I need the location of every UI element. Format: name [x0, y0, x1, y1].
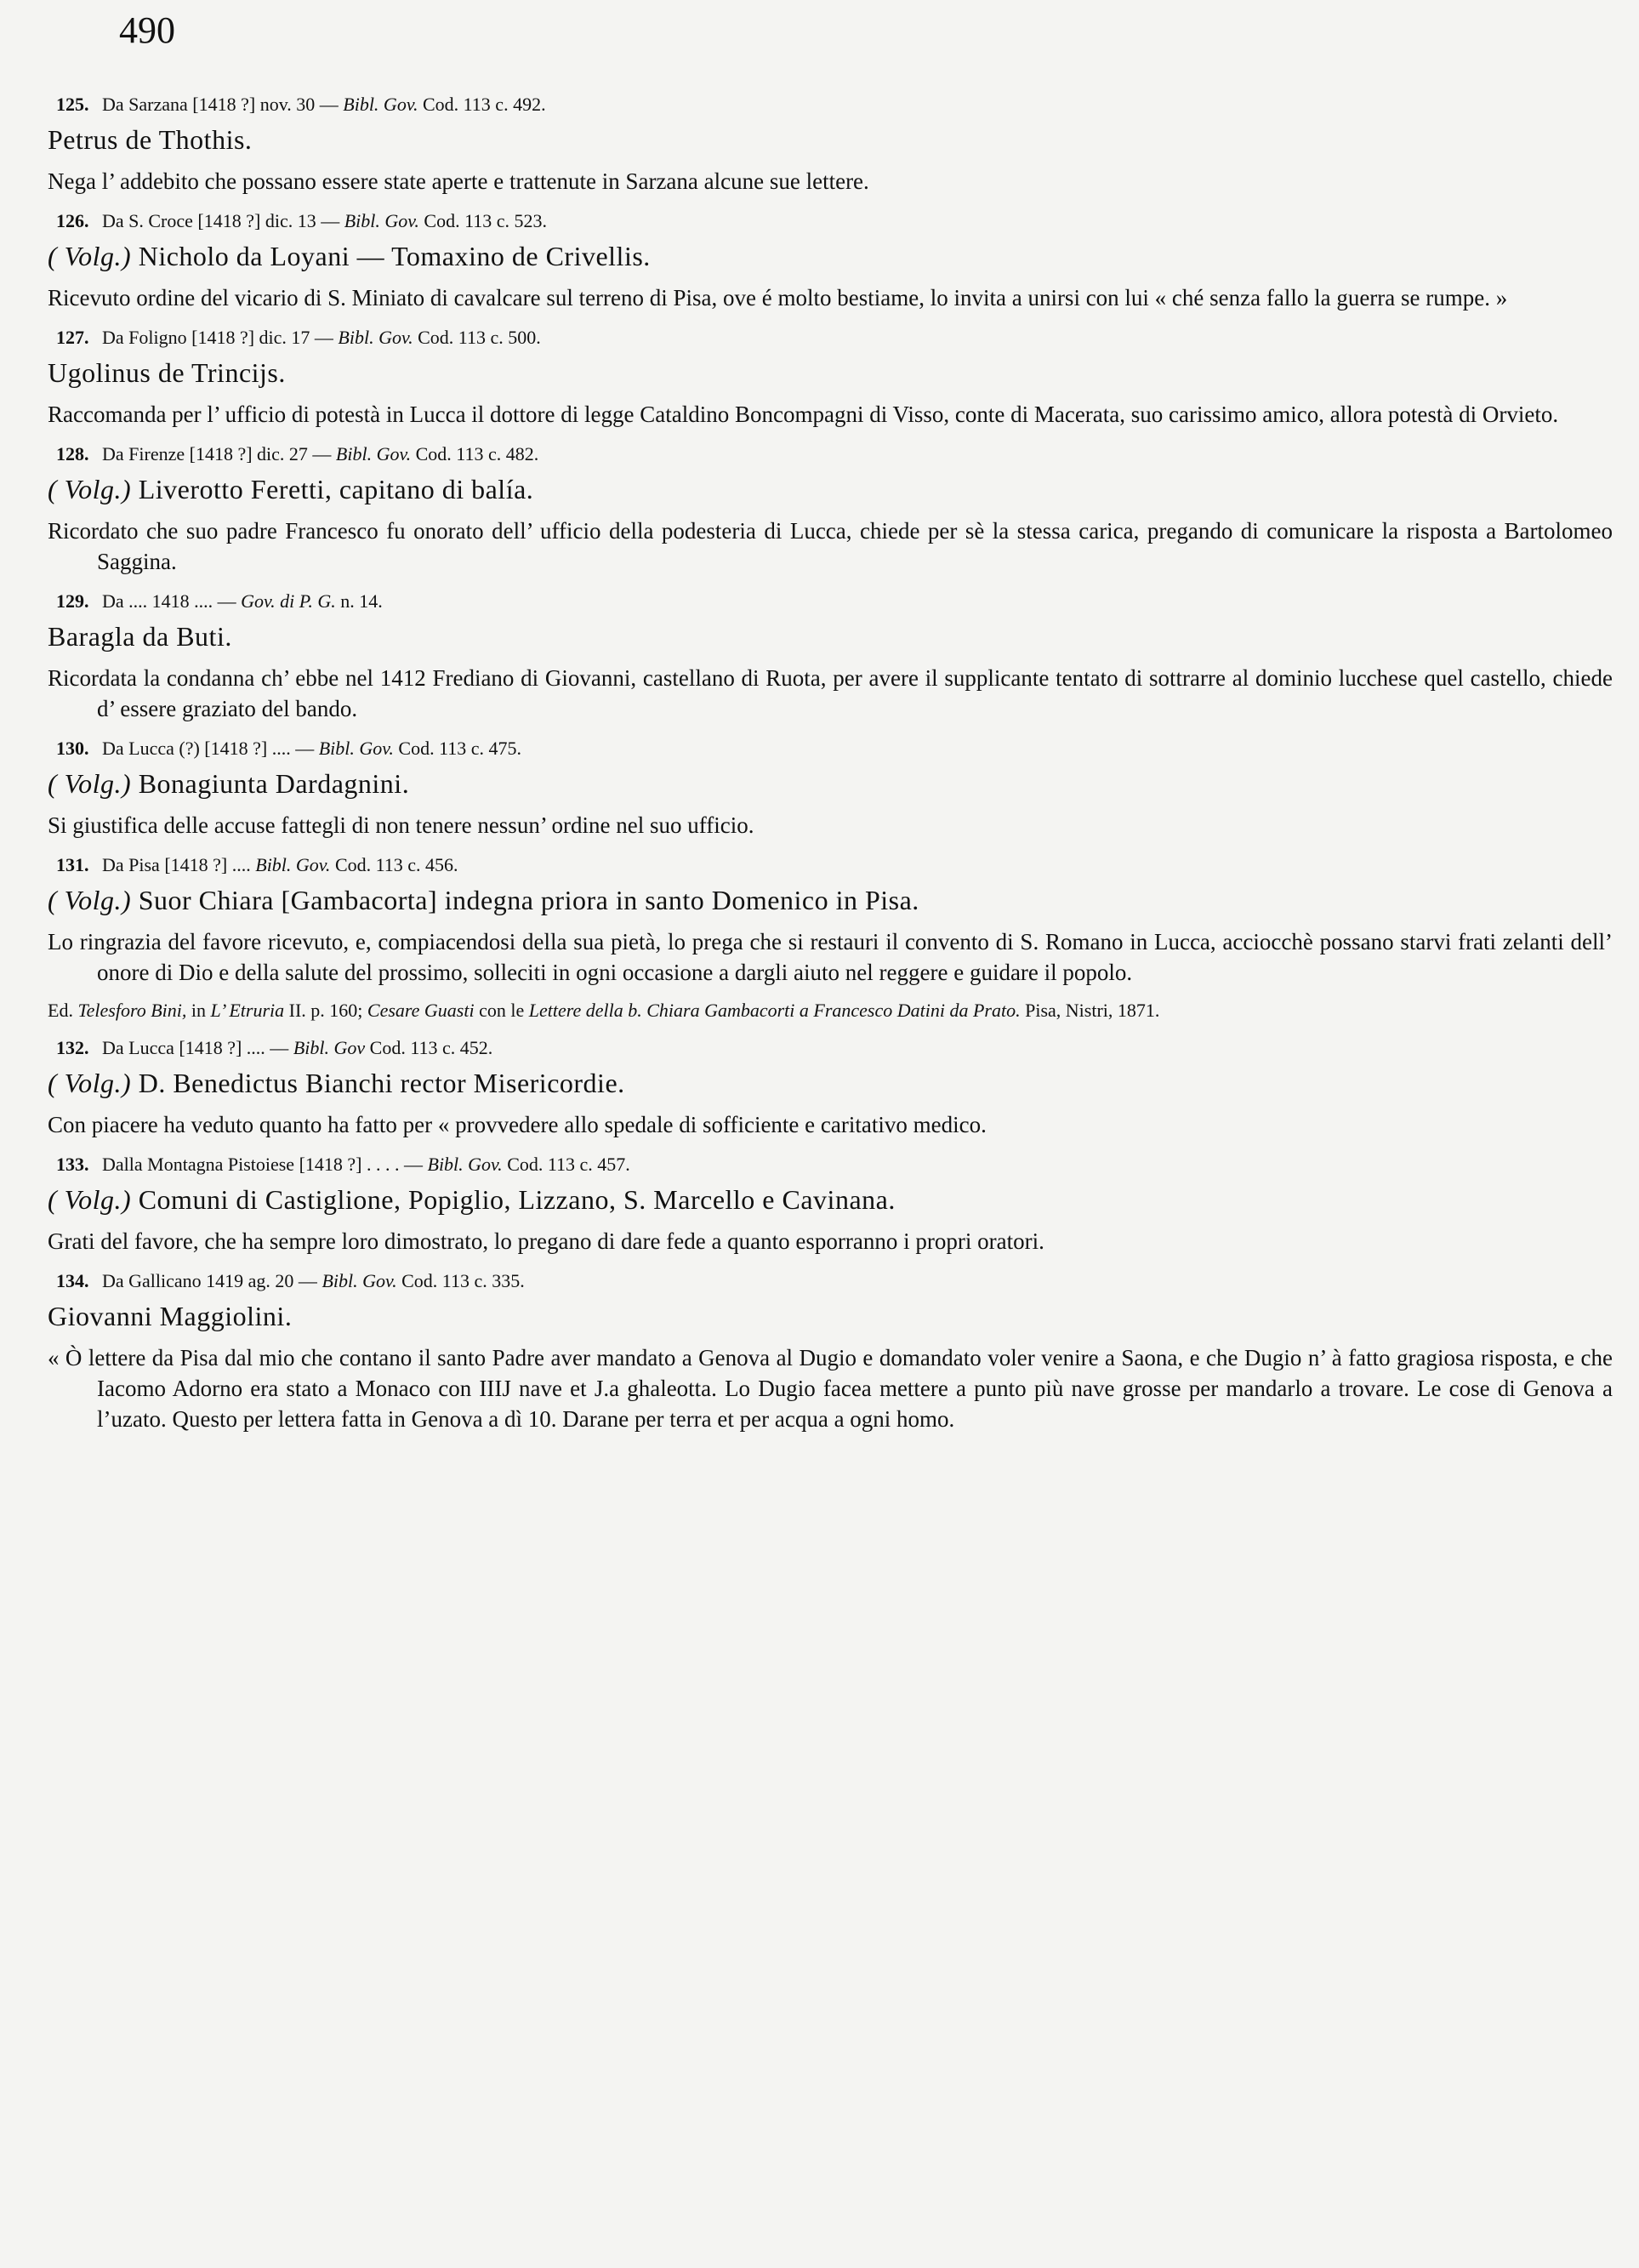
- entry-heading: [56, 1270, 1613, 1292]
- volg-mark: ( Volg.): [48, 1184, 132, 1215]
- entry-source: Bibl. Gov.: [338, 327, 413, 348]
- volg-mark: ( Volg.): [48, 1068, 132, 1098]
- entry-body: Si giustifica delle accuse fattegli di non tenere nessun’ ordine nel suo ufficio.: [48, 812, 754, 838]
- entry-heading: [56, 327, 1613, 349]
- volg-mark: ( Volg.): [48, 768, 132, 799]
- entry-body: Ricordato che suo padre Francesco fu onorato dell’ ufficio della podesteria di Lucca, chiede per sè la stessa carica, pregando di comunicare la risposta a Bartolomeo Saggina.: [48, 518, 1613, 574]
- note-prefix: Ed.: [48, 1000, 73, 1021]
- entry-125: [48, 94, 1613, 197]
- entry-number: 128.: [56, 443, 89, 464]
- entry-reference: Cod. 113 c. 457.: [507, 1154, 630, 1175]
- entry-heading: [56, 854, 1613, 876]
- entry-title: [48, 474, 1613, 505]
- entry-origin: Dalla Montagna Pistoiese [1418 ?] . . . . —: [102, 1154, 423, 1175]
- entry-sender: Nicholo da Loyani — Tomaxino de Crivellis.: [138, 241, 651, 271]
- note-con: con le: [479, 1000, 525, 1021]
- entry-origin: Da Lucca [1418 ?] .... —: [102, 1037, 289, 1058]
- entry-number: 134.: [56, 1270, 89, 1291]
- entry-heading: [56, 1154, 1613, 1176]
- entries-list: [48, 82, 1613, 1448]
- entry-133: [48, 1154, 1613, 1257]
- entry-title: [48, 1184, 1613, 1216]
- entry-title: [48, 885, 1613, 916]
- entry-origin: Da Pisa [1418 ?] ....: [102, 854, 251, 875]
- entry-129: [48, 590, 1613, 724]
- entry-heading: [56, 590, 1613, 613]
- entry-source: Gov. di P. G.: [241, 590, 336, 612]
- entry-heading: [56, 210, 1613, 232]
- note-author-2: Cesare Guasti: [367, 1000, 475, 1021]
- entry-sender: Comuni di Castiglione, Popiglio, Lizzano, S. Marcello e Cavinana.: [138, 1184, 896, 1215]
- note-loc-1: II. p. 160;: [288, 1000, 363, 1021]
- entry-body: Nega l’ addebito che possano essere state aperte e trattenute in Sarzana alcune sue lettere.: [48, 168, 869, 194]
- entry-sender: Ugolinus de Trincijs.: [48, 357, 286, 388]
- entry-reference: Cod. 113 c. 452.: [369, 1037, 493, 1058]
- entry-body: Ricevuto ordine del vicario di S. Miniato di cavalcare sul terreno di Pisa, ove é molto bestiame, lo invita a unirsi con lui « ché senza fallo la guerra se rumpe. »: [48, 285, 1508, 311]
- entry-title: [48, 241, 1613, 272]
- note-publisher: Pisa, Nistri, 1871.: [1025, 1000, 1160, 1021]
- entry-heading: [56, 1037, 1613, 1059]
- entry-title: [48, 1301, 1613, 1332]
- entry-body: « Ò lettere da Pisa dal mio che contano il santo Padre aver mandato a Genova al Dugio e domandato voler venire a Saona, e che Dugio n’ à fatto gragiosa risposta, e che Iacomo Adorno era stato a Monaco con IIIJ nave et J.a ghaleotta. Lo Dugio facea mettere a punto più nave grosse per mandarlo a trovare. Le cose di Genova a l’uzato. Questo per lettera fatta in Genova a dì 10. Darane per terra et per acqua a ogni homo.: [48, 1345, 1613, 1432]
- entry-sender: Liverotto Feretti, capitano di balía.: [138, 474, 534, 504]
- entry-reference: Cod. 113 c. 492.: [422, 94, 546, 115]
- entry-source: Bibl. Gov.: [344, 210, 419, 231]
- entry-title: [48, 768, 1613, 800]
- entry-reference: Cod. 113 c. 523.: [424, 210, 548, 231]
- entry-origin: Da S. Croce [1418 ?] dic. 13 —: [102, 210, 340, 231]
- entry-131: [48, 854, 1613, 1023]
- entry-sender: Suor Chiara [Gambacorta] indegna priora in santo Domenico in Pisa.: [138, 885, 919, 915]
- entry-reference: Cod. 113 c. 482.: [415, 443, 539, 464]
- volg-mark: ( Volg.): [48, 241, 132, 271]
- entry-origin: Da Firenze [1418 ?] dic. 27 —: [102, 443, 332, 464]
- entry-title: [48, 621, 1613, 652]
- entry-title: [48, 124, 1613, 156]
- entry-origin: Da Gallicano 1419 ag. 20 —: [102, 1270, 317, 1291]
- entry-reference: n. 14.: [340, 590, 383, 612]
- entry-126: [48, 210, 1613, 313]
- entry-sender: Giovanni Maggiolini.: [48, 1301, 293, 1331]
- entry-reference: Cod. 113 c. 500.: [418, 327, 541, 348]
- entry-body: Ricordata la condanna ch’ ebbe nel 1412 Frediano di Giovanni, castellano di Ruota, per avere il supplicante tentato di sottrarre al dominio lucchese quel castello, chiede d’ essere graziato del bando.: [48, 665, 1613, 721]
- note-work-2: Lettere della b. Chiara Gambacorti a Francesco Datini da Prato.: [528, 1000, 1021, 1021]
- entry-origin: Da Lucca (?) [1418 ?] .... —: [102, 738, 315, 759]
- entry-heading: [56, 94, 1613, 116]
- entry-title: [48, 357, 1613, 389]
- note-in: in: [191, 1000, 207, 1021]
- entry-body: Lo ringrazia del favore ricevuto, e, compiacendosi della sua pietà, lo prega che si restauri il convento di S. Romano in Lucca, acciocchè possano starvi frati zelanti dell’ onore di Dio e della salute del prossimo, solleciti in ogni occasione a dargli aiuto nel reggere e guidare il popolo.: [48, 929, 1613, 985]
- entry-number: 132.: [56, 1037, 89, 1058]
- edition-note: [48, 998, 1613, 1023]
- entry-source: Bibl. Gov.: [322, 1270, 397, 1291]
- entry-body: Raccomanda per l’ ufficio di potestà in Lucca il dottore di legge Cataldino Boncompagni di Visso, conte di Macerata, suo carissimo amico, allora potestà di Orvieto.: [48, 402, 1559, 427]
- entry-reference: Cod. 113 c. 456.: [334, 854, 458, 875]
- note-work-1: L’ Etruria: [210, 1000, 285, 1021]
- entry-128: [48, 443, 1613, 577]
- entry-number: 127.: [56, 327, 89, 348]
- entry-source: Bibl. Gov.: [335, 443, 412, 464]
- entry-heading: [56, 443, 1613, 465]
- entry-number: 125.: [56, 94, 89, 115]
- entry-134: [48, 1270, 1613, 1434]
- entry-number: 126.: [56, 210, 89, 231]
- entry-source: Bibl. Gov.: [318, 738, 394, 759]
- entry-number: 130.: [56, 738, 89, 759]
- entry-source: Bibl. Gov.: [427, 1154, 503, 1175]
- entry-source: Bibl. Gov: [293, 1037, 366, 1058]
- entry-title: [48, 1068, 1613, 1099]
- entry-sender: Bonagiunta Dardagnini.: [138, 768, 410, 799]
- entry-origin: Da Foligno [1418 ?] dic. 17 —: [102, 327, 333, 348]
- entry-reference: Cod. 113 c. 475.: [398, 738, 522, 759]
- entry-source: Bibl. Gov.: [255, 854, 331, 875]
- entry-sender: Petrus de Thothis.: [48, 124, 253, 155]
- entry-origin: Da Sarzana [1418 ?] nov. 30 —: [102, 94, 339, 115]
- volg-mark: ( Volg.): [48, 474, 132, 504]
- entry-number: 131.: [56, 854, 89, 875]
- entry-sender: D. Benedictus Bianchi rector Misericordie.: [138, 1068, 625, 1098]
- entry-reference: Cod. 113 c. 335.: [401, 1270, 525, 1291]
- entry-origin: Da .... 1418 .... —: [102, 590, 236, 612]
- entry-body: Con piacere ha veduto quanto ha fatto per « provvedere allo spedale di sofficiente e caritativo medico.: [48, 1112, 987, 1137]
- entry-source: Bibl. Gov.: [343, 94, 418, 115]
- entry-heading: [56, 738, 1613, 760]
- entry-132: [48, 1037, 1613, 1140]
- entry-number: 133.: [56, 1154, 89, 1175]
- entry-number: 129.: [56, 590, 89, 612]
- page-number: 490: [119, 9, 175, 51]
- entry-130: [48, 738, 1613, 841]
- entry-sender: Baragla da Buti.: [48, 621, 232, 652]
- volg-mark: ( Volg.): [48, 885, 132, 915]
- note-author-1: Telesforo Bini,: [77, 1000, 187, 1021]
- entry-body: Grati del favore, che ha sempre loro dimostrato, lo pregano di dare fede a quanto esporranno i propri oratori.: [48, 1228, 1044, 1254]
- entry-127: [48, 327, 1613, 430]
